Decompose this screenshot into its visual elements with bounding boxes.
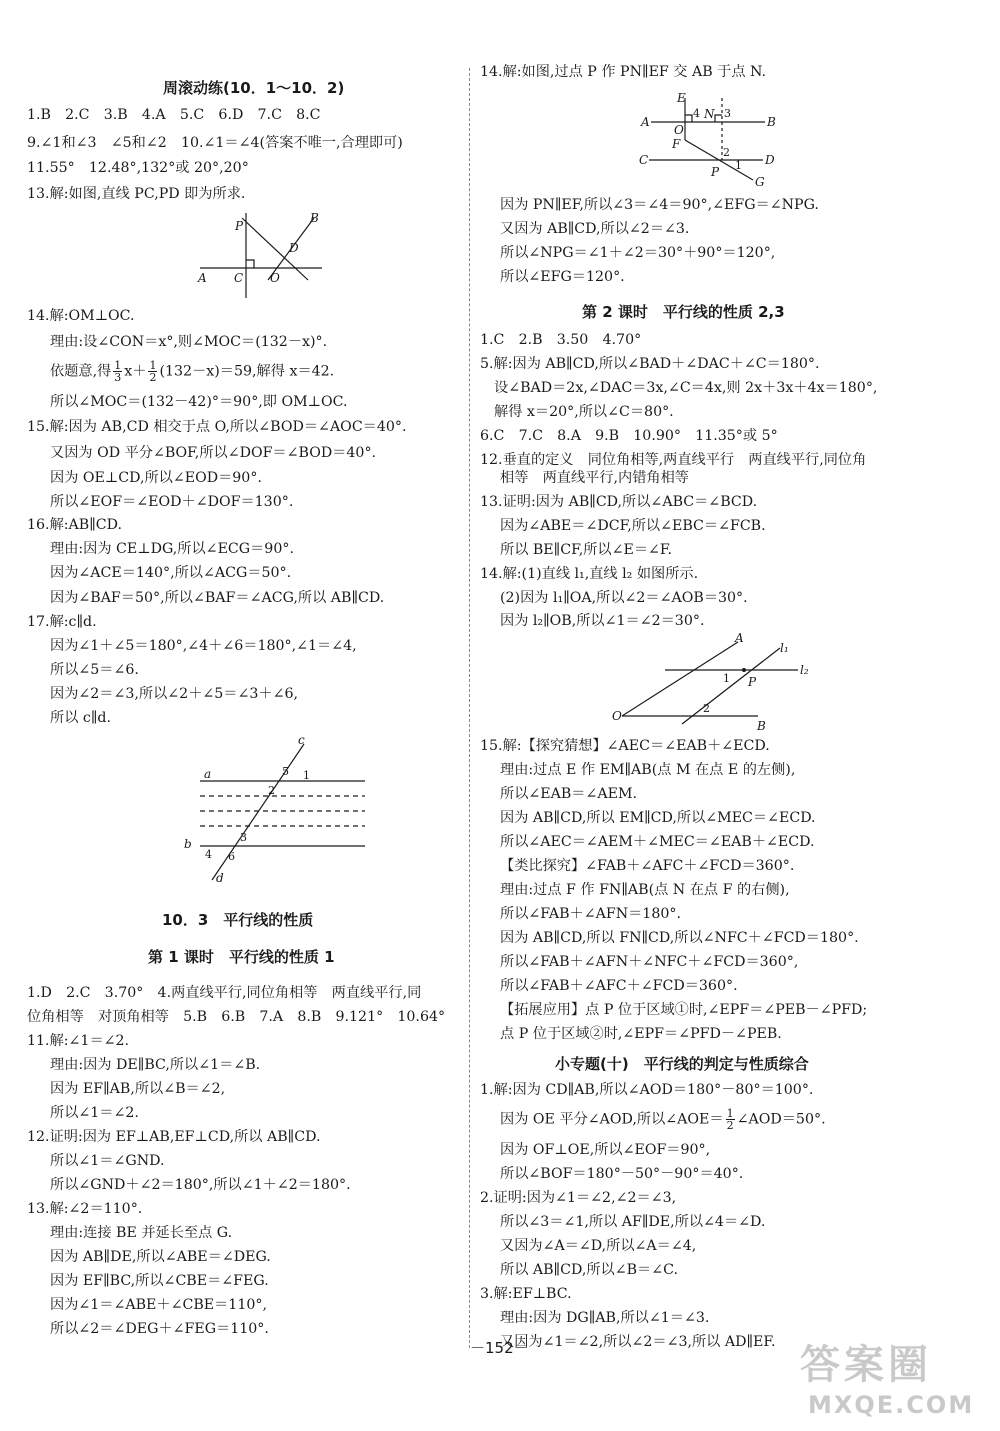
right-angle-mark <box>685 115 692 122</box>
label-c: c <box>298 734 305 747</box>
answer-line: 所以∠5＝∠6. <box>50 662 139 678</box>
text-part: 依题意,得 <box>50 363 112 380</box>
angle-3: 3 <box>724 107 731 120</box>
answer-line: 【拓展应用】点 P 位于区域①时,∠EPF＝∠PEB－∠PFD; <box>500 1002 868 1018</box>
label-l2: l₂ <box>800 663 809 677</box>
watermark-logo <box>800 1333 990 1423</box>
answer-line: 解得 x＝20°,所以∠C＝80°. <box>494 404 674 420</box>
answer-line: 所以∠FAB＋∠AFC＋∠FCD＝360°. <box>500 978 738 994</box>
answer-line: 6.C 7.C 8.A 9.B 10.90° 11.35°或 5° <box>480 428 778 444</box>
column-divider <box>469 68 470 1348</box>
answer-line: 12.垂直的定义 同位角相等,两直线平行 两直线平行,同位角 <box>480 452 867 468</box>
answer-line: 所以∠EFG＝120°. <box>500 269 625 285</box>
answer-line <box>50 360 334 383</box>
answer-line: 13.解:如图,直线 PC,PD 即为所求. <box>27 186 246 202</box>
watermark-url: MXQE.COM <box>808 1391 975 1419</box>
label-d: d <box>216 871 224 885</box>
label-l1: l₁ <box>780 641 789 655</box>
answer-line: 理由:因为 DE∥BC,所以∠1＝∠B. <box>50 1057 261 1073</box>
text-part: (132－x)＝59,解得 x＝42. <box>159 363 335 380</box>
answer-line: 又因为 AB∥CD,所以∠2＝∠3. <box>500 221 690 237</box>
answer-line: 所以∠1＝∠GND. <box>50 1153 165 1169</box>
label-o: O <box>270 271 280 285</box>
answer-line: 因为 OE⊥CD,所以∠EOD＝90°. <box>50 470 262 486</box>
angle-2: 2 <box>268 784 275 797</box>
figure-13 <box>190 208 330 300</box>
answer-line: 理由:因为 DG∥AB,所以∠1＝∠3. <box>500 1310 710 1326</box>
label-a: A <box>641 115 650 129</box>
answer-line: 因为 PN∥EF,所以∠3＝∠4＝90°,∠EFG＝∠NPG. <box>500 197 819 213</box>
answer-line: 所以∠1＝∠2. <box>50 1105 139 1121</box>
label-a: A <box>735 631 744 645</box>
label-c: C <box>234 271 244 285</box>
answer-line: 因为∠BAF＝50°,所以∠BAF＝∠ACG,所以 AB∥CD. <box>50 590 385 606</box>
section-title: 10．3 平行线的性质 <box>162 911 314 929</box>
answer-line: 1.B 2.C 3.B 4.A 5.C 6.D 7.C 8.C <box>27 107 321 123</box>
answer-line: 9.∠1和∠3 ∠5和∠2 10.∠1＝∠4(答案不唯一,合理即可) <box>27 135 403 151</box>
line-c-d <box>212 744 304 880</box>
text-part: x＋ <box>124 363 147 380</box>
answer-line: 因为 AB∥DE,所以∠ABE＝∠DEG. <box>50 1249 271 1265</box>
answer-line: 15.解:因为 AB,CD 相交于点 O,所以∠BOD＝∠AOC＝40°. <box>27 419 407 435</box>
page-number: －152－ <box>470 1339 529 1357</box>
angle-6: 6 <box>228 850 235 863</box>
answer-line: 因为 EF∥AB,所以∠B＝∠2, <box>50 1081 226 1097</box>
answer-line: 所以∠3＝∠1,所以 AF∥DE,所以∠4＝∠D. <box>500 1214 766 1230</box>
answer-line: 所以∠2＝∠DEG＋∠FEG＝110°. <box>50 1321 269 1337</box>
answer-line: 所以∠AEC＝∠AEM＋∠MEC＝∠EAB＋∠ECD. <box>500 834 815 850</box>
label-n: N <box>704 107 715 121</box>
angle-4: 4 <box>693 107 700 120</box>
answer-line: (2)因为 l₁∥OA,所以∠2＝∠AOB＝30°. <box>500 590 748 606</box>
answer-line: 13.解:∠2＝110°. <box>27 1201 143 1217</box>
text-part: 因为 OE 平分∠AOD,所以∠AOE＝ <box>500 1111 724 1128</box>
label-b: B <box>767 115 776 129</box>
answer-line: 14.解:(1)直线 l₁,直线 l₂ 如图所示. <box>480 566 699 582</box>
answer-line: 3.解:EF⊥BC. <box>480 1286 572 1302</box>
answer-line: 点 P 位于区域②时,∠EPF＝∠PFD－∠PEB. <box>500 1026 782 1042</box>
answer-line: 因为∠2＝∠3,所以∠2＋∠5＝∠3＋∠6, <box>50 686 299 702</box>
answer-line: 1.解:因为 CD∥AB,所以∠AOD＝180°－80°＝100°. <box>480 1082 814 1098</box>
section-title: 第 1 课时 平行线的性质 1 <box>148 948 335 966</box>
fraction: $\frac{1}{2}$ <box>726 1107 734 1132</box>
answer-line: 13.证明:因为 AB∥CD,所以∠ABC＝∠BCD. <box>480 494 758 510</box>
answer-line: 理由:过点 E 作 EM∥AB(点 M 在点 E 的左侧), <box>500 762 796 778</box>
point-p <box>742 668 746 672</box>
angle-1: 1 <box>303 769 310 782</box>
label-o: O <box>612 709 622 723</box>
label-o: O <box>674 123 684 137</box>
answer-line: 相等 两直线平行,内错角相等 <box>500 470 689 486</box>
angle-2: 2 <box>703 702 710 715</box>
section-title: 周滚动练(10．1～10．2) <box>163 79 345 97</box>
answer-line: 15.解:【探究猜想】∠AEC＝∠EAB＋∠ECD. <box>480 738 770 754</box>
label-b: b <box>184 837 192 851</box>
label-a: a <box>204 767 212 781</box>
answer-line: 11.解:∠1＝∠2. <box>27 1033 130 1049</box>
watermark-text: 答案圈 <box>800 1342 932 1388</box>
answer-line: 因为 AB∥CD,所以 EM∥CD,所以∠MEC＝∠ECD. <box>500 810 816 826</box>
answer-line: 理由:因为 CE⊥DG,所以∠ECG＝90°. <box>50 541 294 557</box>
answer-line: 14.解:如图,过点 P 作 PN∥EF 交 AB 于点 N. <box>480 64 767 80</box>
answer-line: 所以∠NPG＝∠1＋∠2＝30°＋90°＝120°, <box>500 245 776 261</box>
answer-line: 1.C 2.B 3.50 4.70° <box>480 332 642 348</box>
answer-line: 所以∠FAB＋∠AFN＝180°. <box>500 906 681 922</box>
answer-line: 所以∠GND＋∠2＝180°,所以∠1＋∠2＝180°. <box>50 1177 351 1193</box>
label-g: G <box>755 175 765 189</box>
answer-line: 所以∠FAB＋∠AFN＋∠NFC＋∠FCD＝360°, <box>500 954 799 970</box>
answer-line: 11.55° 12.48°,132°或 20°,20° <box>27 160 249 176</box>
fraction: $\frac{1}{2}$ <box>149 359 157 384</box>
answer-line: 因为 AB∥CD,所以 FN∥CD,所以∠NFC＋∠FCD＝180°. <box>500 930 859 946</box>
figure-r14b <box>610 630 820 730</box>
fraction: $\frac{1}{3}$ <box>114 359 122 384</box>
answer-line: 17.解:c∥d. <box>27 614 97 630</box>
label-b: B <box>310 211 319 225</box>
answer-line: 又因为∠A＝∠D,所以∠A＝∠4, <box>500 1238 697 1254</box>
answer-line: 所以∠BOF＝180°－50°－90°＝40°. <box>500 1166 744 1182</box>
angle-3: 3 <box>240 831 247 844</box>
answer-line: 理由:设∠CON＝x°,则∠MOC＝(132－x)°. <box>50 334 328 350</box>
answer-line: 因为 EF∥BC,所以∠CBE＝∠FEG. <box>50 1273 269 1289</box>
angle-4: 4 <box>205 848 212 861</box>
answer-line: 因为∠1＝∠ABE＋∠CBE＝110°, <box>50 1297 267 1313</box>
label-p: P <box>711 165 720 179</box>
figure-17 <box>180 734 370 886</box>
answer-line: 所以 AB∥CD,所以∠B＝∠C. <box>500 1262 678 1278</box>
answer-line: 5.解:因为 AB∥CD,所以∠BAD＋∠DAC＋∠C＝180°. <box>480 356 820 372</box>
section-title: 第 2 课时 平行线的性质 2,3 <box>582 303 785 321</box>
figure-r14 <box>635 86 795 190</box>
section-title: 小专题(十) 平行线的判定与性质综合 <box>555 1055 809 1073</box>
answer-line: 因为 l₂∥OB,所以∠1＝∠2＝30°. <box>500 613 705 629</box>
label-a: A <box>198 271 207 285</box>
label-d: D <box>289 241 299 255</box>
answer-line: 又因为∠1＝∠2,所以∠2＝∠3,所以 AD∥EF. <box>500 1334 776 1350</box>
answer-line: 14.解:OM⊥OC. <box>27 308 135 324</box>
label-e: E <box>677 91 686 105</box>
answer-line: 16.解:AB∥CD. <box>27 517 122 533</box>
answer-line: 位角相等 对顶角相等 5.B 6.B 7.A 8.B 9.121° 10.64° <box>27 1009 446 1025</box>
answer-line: 1.D 2.C 3.70° 4.两直线平行,同位角相等 两直线平行,同 <box>27 985 422 1001</box>
text-part: ∠AOD＝50°. <box>736 1111 826 1128</box>
answer-line: 所以 c∥d. <box>50 710 111 726</box>
answer-line: 所以 BE∥CF,所以∠E＝∠F. <box>500 542 673 558</box>
angle-5: 5 <box>282 765 289 778</box>
right-angle-mark <box>246 260 254 268</box>
angle-1: 1 <box>723 672 730 685</box>
answer-line: 因为∠ABE＝∠DCF,所以∠EBC＝∠FCB. <box>500 518 766 534</box>
label-p: P <box>235 219 244 233</box>
label-f: F <box>672 137 681 151</box>
line-oa <box>622 642 738 716</box>
answer-line: 12.证明:因为 EF⊥AB,EF⊥CD,所以 AB∥CD. <box>27 1129 321 1145</box>
right-angle-mark <box>715 115 722 122</box>
label-p: P <box>748 675 757 689</box>
answer-line: 因为∠ACE＝140°,所以∠ACG＝50°. <box>50 565 292 581</box>
answer-line <box>500 1108 826 1131</box>
answer-line: 又因为 OD 平分∠BOF,所以∠DOF＝∠BOD＝40°. <box>50 445 377 461</box>
answer-line: 所以∠EOF＝∠EOD＋∠DOF＝130°. <box>50 494 294 510</box>
answer-line: 【类比探究】∠FAB＋∠AFC＋∠FCD＝360°. <box>500 858 795 874</box>
label-c: C <box>639 153 649 167</box>
line-l1 <box>682 648 780 724</box>
answer-line: 因为∠1＋∠5＝180°,∠4＋∠6＝180°,∠1＝∠4, <box>50 638 357 654</box>
answer-line: 所以∠MOC＝(132－42)°＝90°,即 OM⊥OC. <box>50 394 348 410</box>
answer-line: 理由:连接 BE 并延长至点 G. <box>50 1225 233 1241</box>
answer-line: 因为 OF⊥OE,所以∠EOF＝90°, <box>500 1142 711 1158</box>
label-b: B <box>757 719 766 730</box>
answer-line: 理由:过点 F 作 FN∥AB(点 N 在点 F 的右侧), <box>500 882 790 898</box>
label-d: D <box>765 153 775 167</box>
answer-line: 2.证明:因为∠1＝∠2,∠2＝∠3, <box>480 1190 677 1206</box>
answer-line: 所以∠EAB＝∠AEM. <box>500 786 638 802</box>
angle-2: 2 <box>723 146 730 159</box>
angle-1: 1 <box>735 159 742 172</box>
answer-line: 设∠BAD＝2x,∠DAC＝3x,∠C＝4x,则 2x＋3x＋4x＝180°, <box>494 380 878 396</box>
